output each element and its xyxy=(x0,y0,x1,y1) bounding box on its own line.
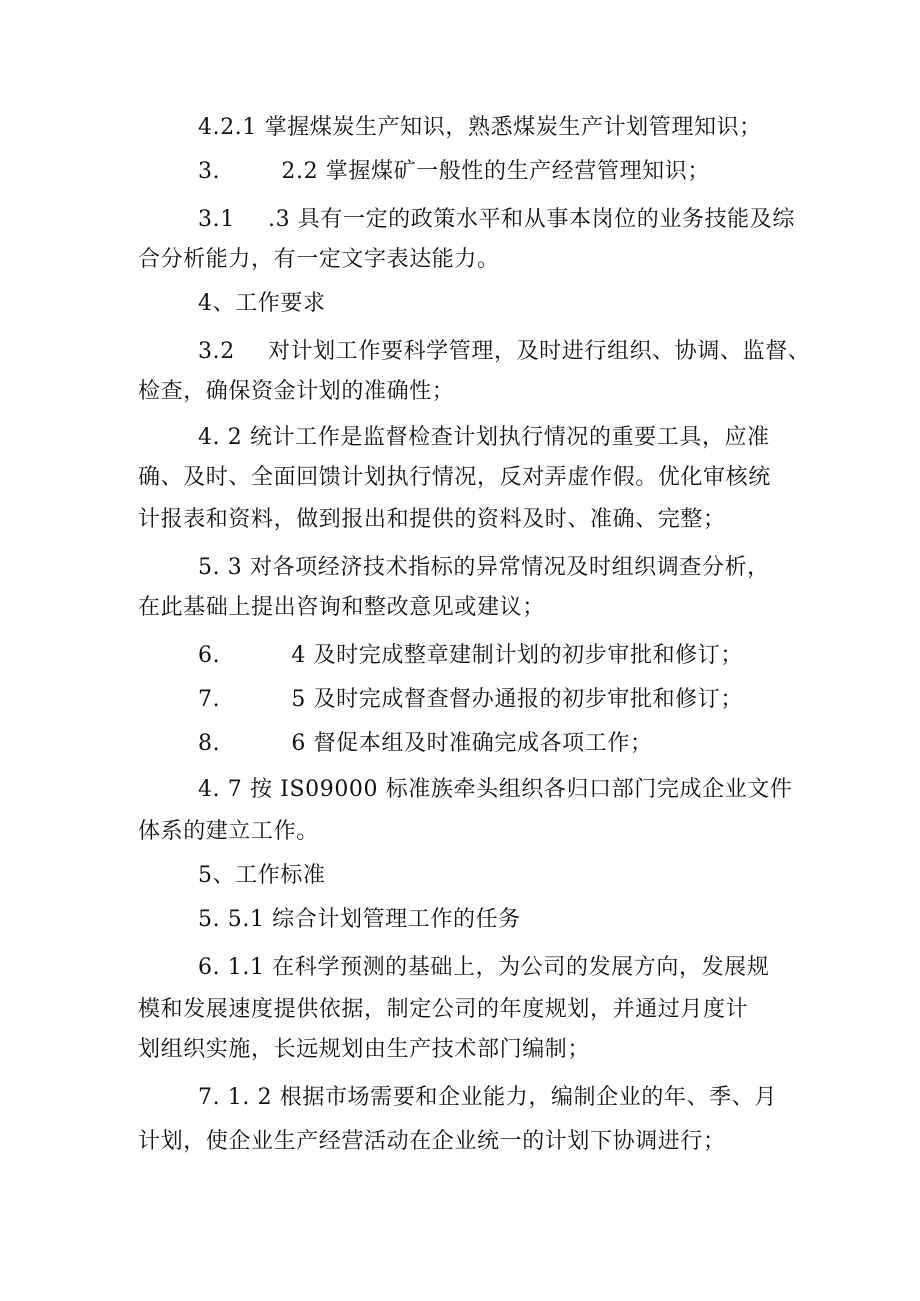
text-line xyxy=(198,336,810,368)
list-prefix: 3.1 xyxy=(198,207,235,232)
text-line: 体系的建立工作。 xyxy=(138,819,319,844)
list-text: 对计划工作要科学管理，及时进行组织、协调、监督、 xyxy=(267,339,811,364)
text-line: 计划，使企业生产经营活动在企业统一的计划下协调进行； xyxy=(138,1129,726,1154)
text-line: 6. 1.1 在科学预测的基础上，为公司的发展方向，发展规 xyxy=(198,955,770,980)
text-line xyxy=(198,640,743,672)
text-line: 4. 2 统计工作是监督检查计划执行情况的重要工具，应准 xyxy=(198,425,770,450)
text-line: 4.2.1 掌握煤炭生产知识，熟悉煤炭生产计划管理知识； xyxy=(198,115,762,140)
text-line: 确、及时、全面回馈计划执行情况，反对弄虚作假。优化审核统 xyxy=(138,465,771,490)
text-line: 合分析能力，有一定文字表达能力。 xyxy=(138,247,500,272)
section-heading: 5、工作标准 xyxy=(198,863,326,888)
text-line xyxy=(198,684,743,716)
list-text: .3 具有一定的政策水平和从事本岗位的业务技能及综 xyxy=(267,207,795,232)
list-text: 6 督促本组及时准确完成各项工作； xyxy=(291,731,653,756)
list-prefix: 3.2 xyxy=(198,339,235,364)
text-line: 检查，确保资金计划的准确性； xyxy=(138,379,455,404)
text-line: 4. 7 按 IS09000 标准族牵头组织各归口部门完成企业文件 xyxy=(198,777,793,802)
list-prefix: 7. xyxy=(198,687,221,712)
text-line: 7. 1. 2 根据市场需要和企业能力，编制企业的年、季、月 xyxy=(198,1085,777,1110)
list-text: 5 及时完成督查督办通报的初步审批和修订； xyxy=(291,687,743,712)
section-heading: 4、工作要求 xyxy=(198,291,326,316)
text-line: 模和发展速度提供依据，制定公司的年度规划，并通过月度计 xyxy=(138,997,749,1022)
text-line: 5. 3 对各项经济技术指标的异常情况及时组织调查分析， xyxy=(198,555,770,580)
list-text: 4 及时完成整章建制计划的初步审批和修订； xyxy=(291,643,743,668)
text-line: 5. 5.1 综合计划管理工作的任务 xyxy=(198,907,521,932)
text-line: 计报表和资料，做到报出和提供的资料及时、准确、完整； xyxy=(138,507,726,532)
list-prefix: 3. xyxy=(198,159,221,184)
text-line: 划组织实施，长远规划由生产技术部门编制； xyxy=(138,1037,591,1062)
list-prefix: 8. xyxy=(198,731,221,756)
text-line xyxy=(198,728,653,760)
list-text: 2.2 掌握煤矿一般性的生产经营管理知识； xyxy=(281,159,710,184)
text-line xyxy=(198,156,710,188)
text-line xyxy=(198,204,795,236)
text-line: 在此基础上提出咨询和整改意见或建议； xyxy=(138,595,545,620)
list-prefix: 6. xyxy=(198,643,221,668)
